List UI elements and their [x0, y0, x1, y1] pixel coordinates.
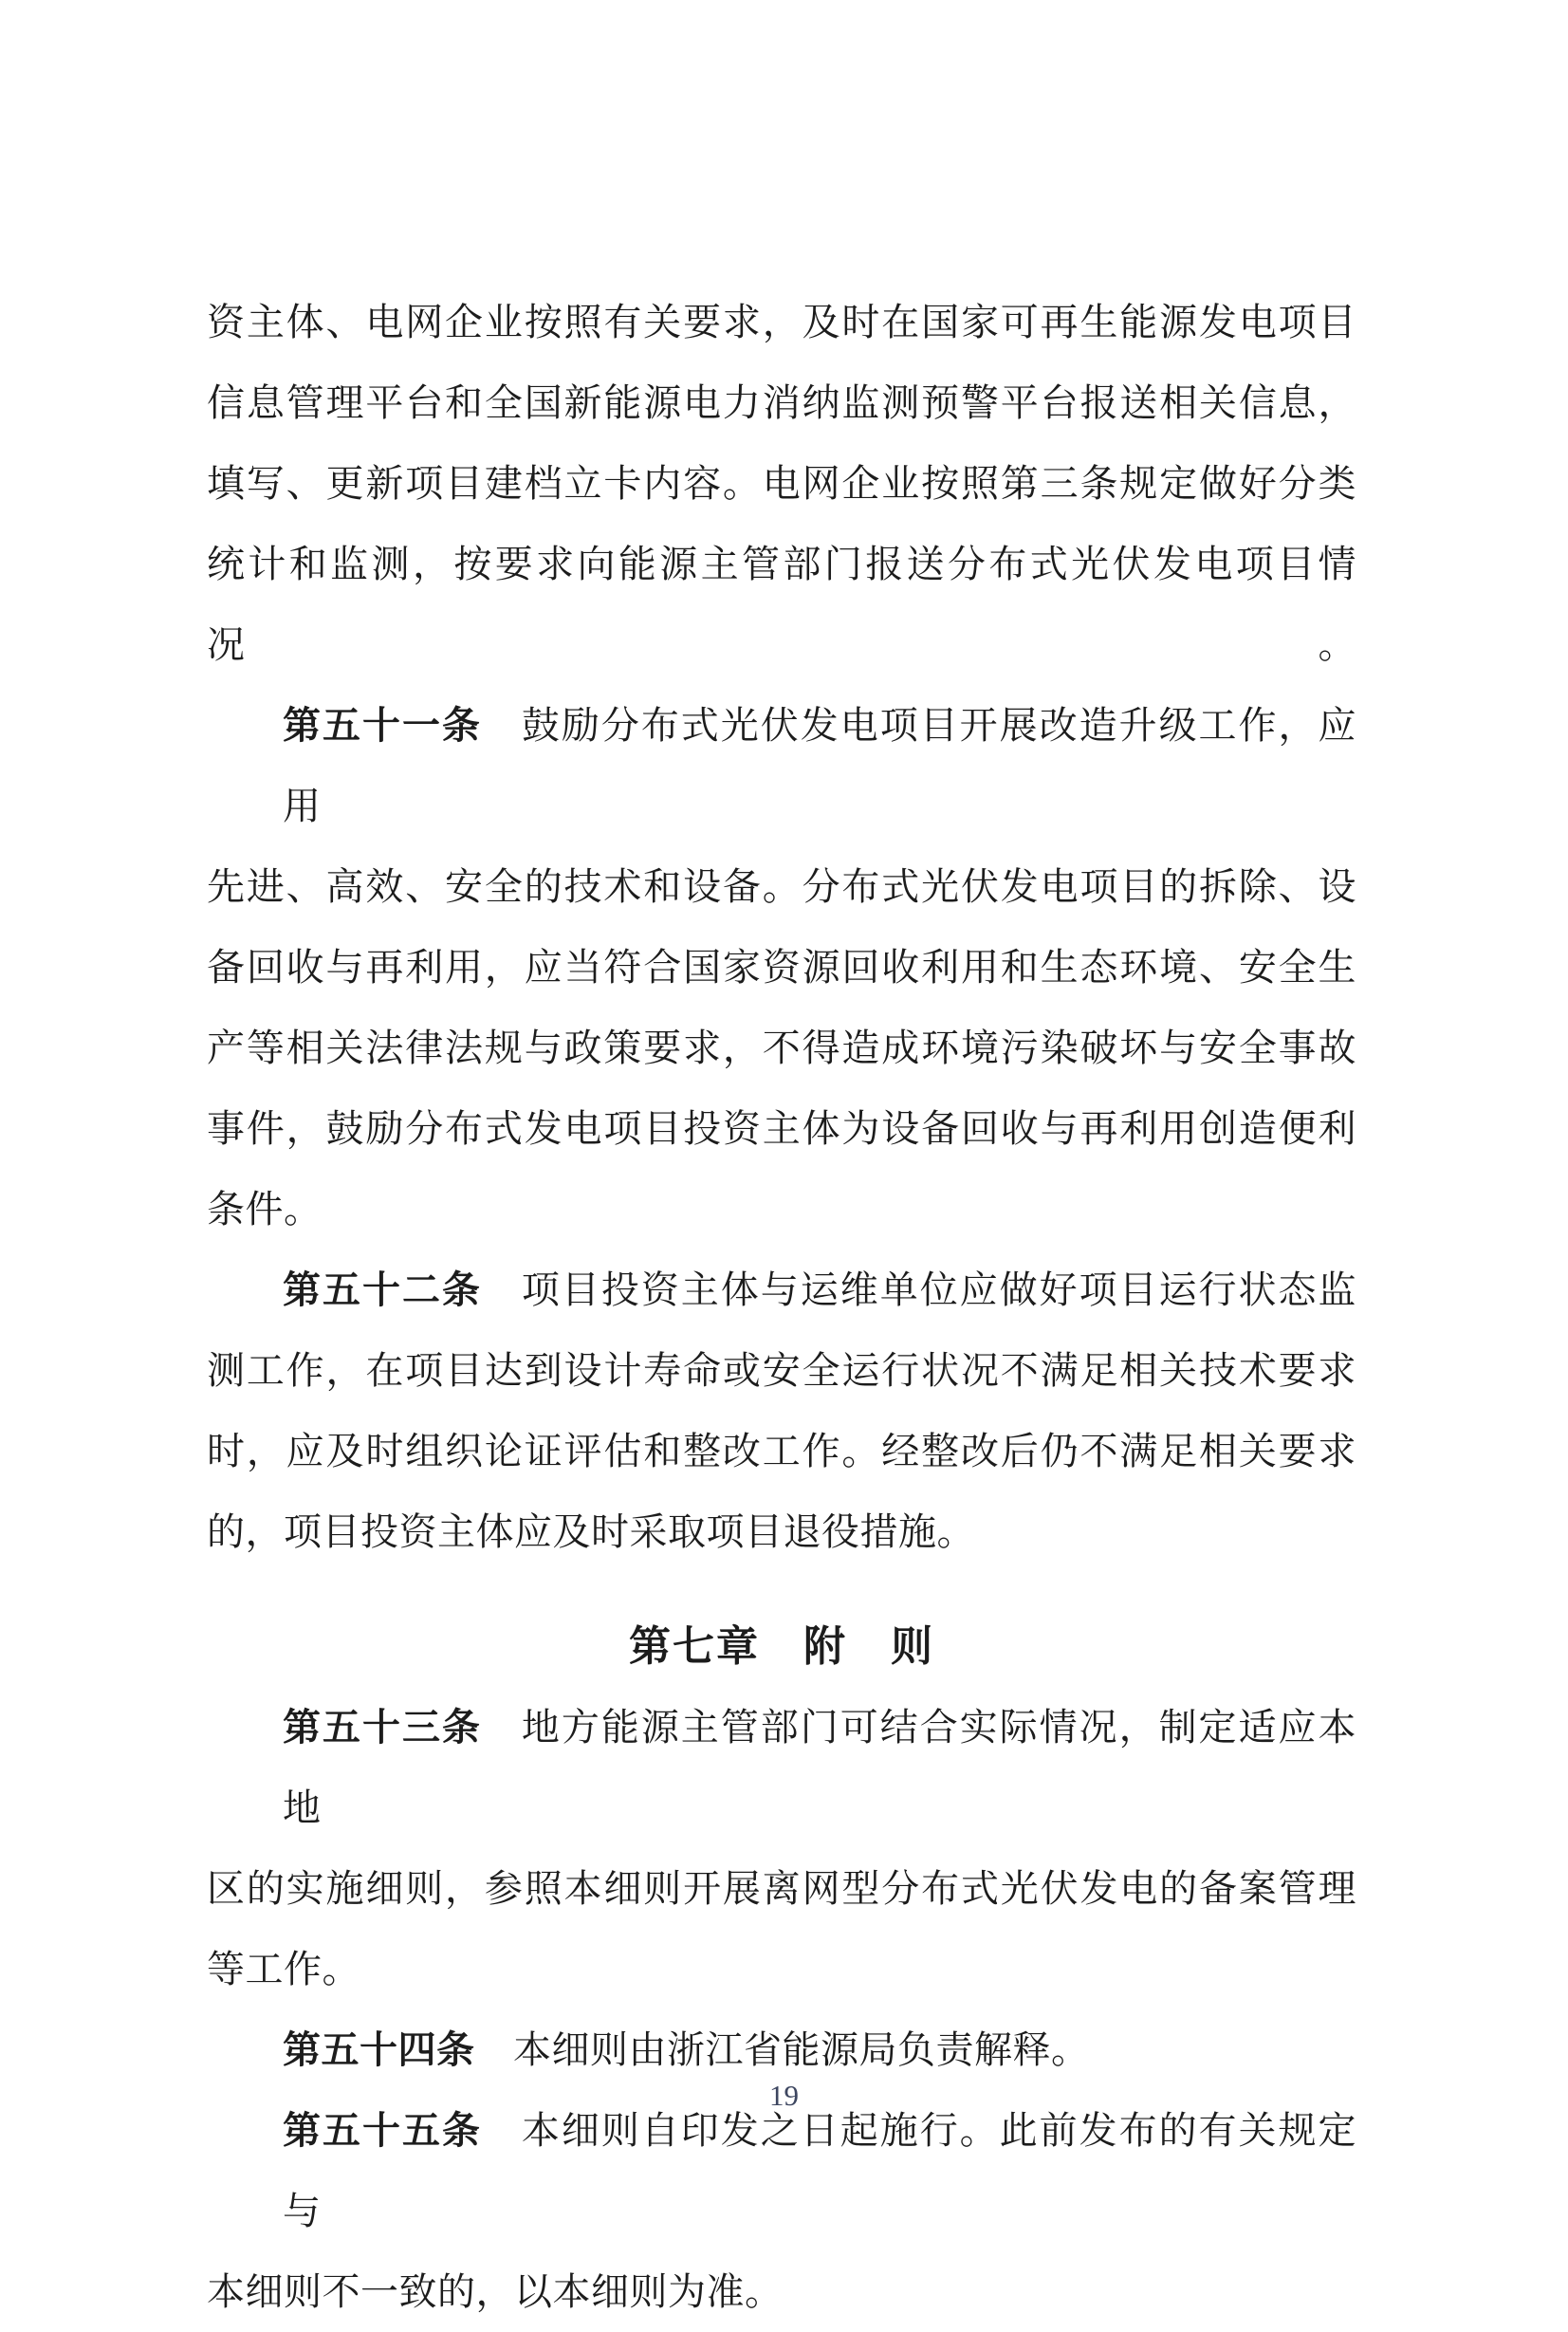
page-number: 19 — [769, 2079, 799, 2112]
text-run: 鼓励分布式光伏发电项目开展改造升级工作，应用 — [283, 704, 1357, 827]
text-run: 事件，鼓励分布式发电项目投资主体为设备回收与再利用创造便利 — [207, 1107, 1356, 1150]
article-number-run: 第五十三条 — [283, 1706, 482, 1749]
text-line — [207, 443, 1356, 524]
text-run: 备回收与再利用，应当符合国家资源回收利用和生态环境、安全生 — [207, 946, 1356, 989]
text-run: 区的实施细则，参照本细则开展离网型分布式光伏发电的备案管理 — [207, 1867, 1356, 1910]
text-run: 时，应及时组织论证评估和整改工作。经整改后仍不满足相关要求 — [207, 1430, 1356, 1472]
text-line — [207, 1848, 1356, 1929]
text-run: 本细则不一致的，以本细则为准。 — [207, 2270, 784, 2313]
text-line — [207, 927, 1356, 1008]
text-line — [207, 282, 1356, 362]
text-run: 测工作，在项目达到设计寿命或安全运行状况不满足相关技术要求 — [207, 1349, 1356, 1392]
text-block — [207, 282, 1356, 2332]
text-run: 填写、更新项目建档立卡内容。电网企业按照第三条规定做好分类 — [207, 462, 1356, 505]
text-run: 等工作。 — [207, 1948, 360, 1990]
text-run: 先进、高效、安全的技术和设备。分布式光伏发电项目的拆除、设 — [207, 865, 1356, 908]
text-run: 的，项目投资主体应及时采取项目退役措施。 — [207, 1510, 975, 1553]
text-line — [207, 685, 1356, 846]
text-run: 本细则由浙江省能源局负责解释。 — [474, 2028, 1090, 2071]
article-number-run: 第五十五条 — [283, 2109, 482, 2152]
text-line — [207, 1929, 1356, 2009]
text-line — [207, 362, 1356, 443]
text-run: 统计和监测，按要求向能源主管部门报送分布式光伏发电项目情况。 — [207, 543, 1356, 666]
text-run: 资主体、电网企业按照有关要求，及时在国家可再生能源发电项目 — [207, 301, 1356, 343]
text-line — [207, 1008, 1356, 1088]
article-number-run: 第七章 附 则 — [629, 1623, 934, 1670]
text-line — [207, 1491, 1356, 1572]
text-run: 项目投资主体与运维单位应做好项目运行状态监 — [481, 1268, 1357, 1311]
text-line — [207, 524, 1356, 685]
text-run: 地方能源主管部门可结合实际情况，制定适应本地 — [283, 1706, 1357, 1829]
text-line — [207, 1088, 1356, 1169]
text-line — [207, 1687, 1356, 1848]
page-footer — [0, 2080, 1568, 2112]
text-line — [207, 1330, 1356, 1411]
text-line — [207, 1169, 1356, 1249]
text-run: 产等相关法律法规与政策要求，不得造成环境污染破坏与安全事故 — [207, 1027, 1356, 1069]
text-run: 本细则自印发之日起施行。此前发布的有关规定与 — [283, 2109, 1357, 2232]
text-run: 信息管理平台和全国新能源电力消纳监测预警平台报送相关信息， — [207, 381, 1356, 424]
text-line — [207, 2090, 1356, 2251]
article-number-run: 第五十一条 — [283, 704, 482, 747]
text-run: 条件。 — [207, 1188, 323, 1231]
chapter-heading — [207, 1606, 1356, 1687]
text-line — [207, 846, 1356, 927]
text-line — [207, 1411, 1356, 1491]
article-number-run: 第五十二条 — [283, 1268, 482, 1311]
article-number-run: 第五十四条 — [283, 2028, 475, 2071]
text-line — [207, 2251, 1356, 2332]
text-line — [207, 1249, 1356, 1330]
